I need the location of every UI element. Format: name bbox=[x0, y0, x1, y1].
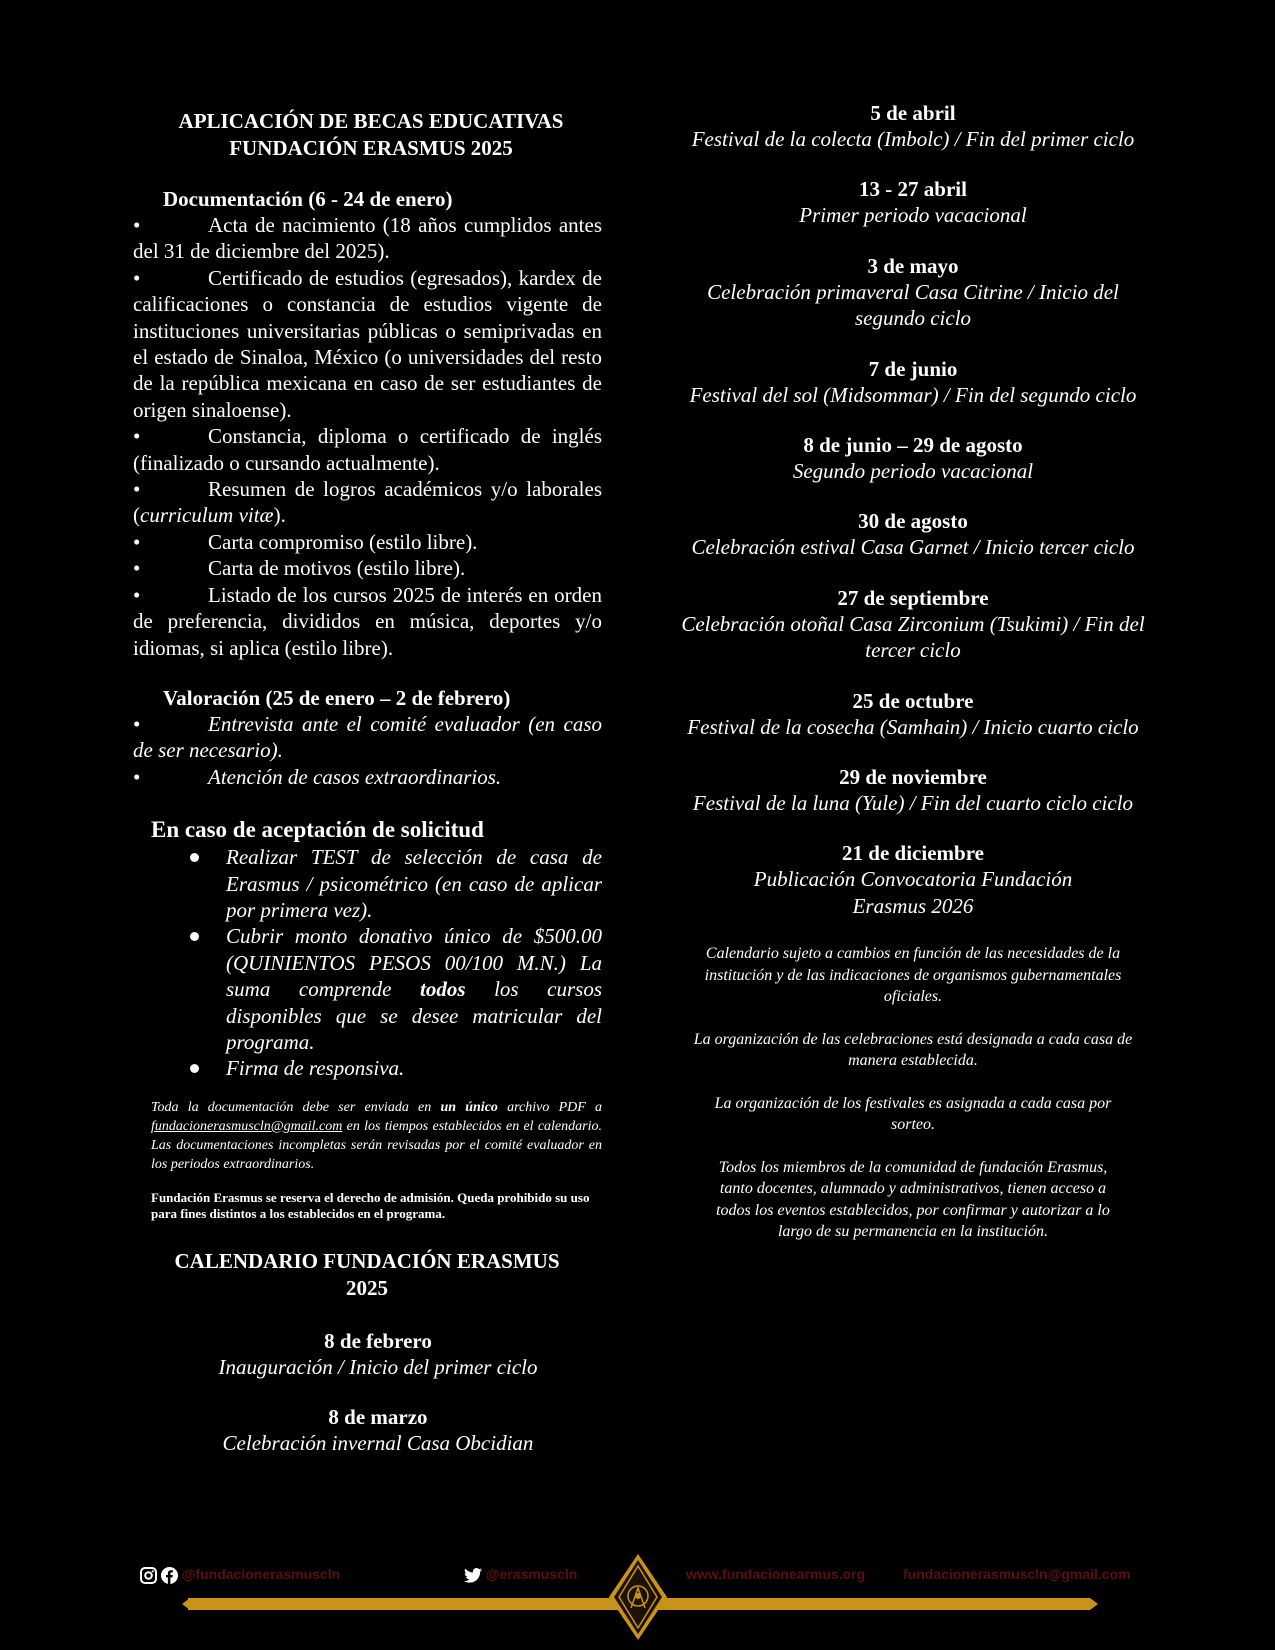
calendar-event bbox=[680, 356, 1146, 408]
list-item: • Carta de motivos (estilo libre). bbox=[133, 556, 466, 581]
event-date: 13 - 27 abril bbox=[859, 177, 967, 202]
event-description: Festival de la colecta (Imbolc) / Fin del primer ciclo bbox=[691, 127, 1135, 151]
twitter-icon bbox=[464, 1568, 482, 1583]
documentation-heading: Documentación (6 - 24 de enero) bbox=[163, 187, 453, 211]
list-item: • Listado de los cursos 2025 de interés en orden de preferencia, divididos en música, deportes y/o idiomas, si aplica (estilo libre). bbox=[133, 582, 602, 660]
application-title bbox=[140, 108, 602, 162]
list-item: Firma de responsiva. bbox=[140, 1055, 602, 1081]
event-date: 21 de diciembre bbox=[842, 841, 984, 866]
event-date: 30 de agosto bbox=[858, 509, 968, 534]
event-description: Celebración primaveral Casa Citrine / Inicio del segundo ciclo bbox=[707, 279, 1119, 331]
documentation-list bbox=[133, 212, 602, 661]
event-description: Festival de la cosecha (Samhain) / Inicio cuarto ciclo bbox=[687, 714, 1139, 739]
event-description: Celebración otoñal Casa Zirconium (Tsukimi) / Fin del tercer ciclo bbox=[681, 611, 1145, 663]
event-description: Publicación Convocatoria Fundación Erasmus 2026 bbox=[753, 867, 1073, 918]
bullet-icon bbox=[190, 1064, 199, 1073]
contact-email-link[interactable]: fundacionerasmuscln@gmail.com bbox=[903, 1566, 1131, 1582]
social-handle: @erasmuscln bbox=[485, 1566, 578, 1582]
list-item: • Carta compromiso (estilo libre). bbox=[133, 529, 478, 554]
list-item: • Certificado de estudios (egresados), kardex de calificaciones o constancia de estudios vigente de instituciones universitarias públicas o semiprivadas en el estado de Sinaloa, México (o universidades del resto de la república mexicana en caso de ser estudiantes de origen sinaloense). bbox=[133, 265, 602, 422]
submission-note: Toda la documentación debe ser enviada en un único archivo PDF a fundacionerasmuscln@gmail.com en los tiempos establecidos en el calendario. Las documentaciones incompletas serán revisadas por el comité evaluador en los periodos extraordinarios. bbox=[151, 1099, 603, 1172]
event-description: Segundo periodo vacacional bbox=[792, 459, 1034, 484]
calendar-event bbox=[680, 176, 1146, 228]
rights-note: Fundación Erasmus se reserva el derecho de admisión. Queda prohibido su uso para fines distintos a los establecidos en el programa. bbox=[151, 1189, 590, 1221]
event-description: Celebración estival Casa Garnet / Inicio tercer ciclo bbox=[691, 535, 1135, 560]
disclaimer-text: Todos los miembros de la comunidad de fundación Erasmus, tanto docentes, alumnado y administrativos, tienen acceso a todos los eventos establecidos, por confirmar y autorizar a lo largo de su permanencia en la institución. bbox=[716, 1158, 1110, 1241]
instagram-icon bbox=[140, 1567, 157, 1584]
event-date: 8 de febrero bbox=[324, 1328, 432, 1353]
event-description: Celebración invernal Casa Obcidian bbox=[222, 1431, 534, 1456]
list-item: • Constancia, diploma o certificado de inglés (finalizado o cursando actualmente). bbox=[133, 424, 602, 475]
acceptance-heading: En caso de aceptación de solicitud bbox=[151, 817, 484, 843]
social-twitter[interactable] bbox=[464, 1566, 577, 1583]
bullet-icon bbox=[190, 853, 199, 862]
list-item: • Resumen de logros académicos y/o laborales (curriculum vitæ). bbox=[133, 477, 602, 528]
event-date: 25 de octubre bbox=[852, 688, 974, 713]
evaluation-heading: Valoración (25 de enero – 2 de febrero) bbox=[163, 685, 511, 710]
calendar-event bbox=[680, 840, 1146, 919]
calendar-event bbox=[680, 432, 1146, 484]
foundation-logo bbox=[607, 1552, 669, 1642]
list-item: Realizar TEST de selección de casa de Erasmus / psicométrico (en caso de aplicar por primera vez). bbox=[140, 844, 602, 923]
application-title-line1: APLICACIÓN DE BECAS EDUCATIVAS bbox=[178, 109, 564, 133]
calendar-event bbox=[154, 1404, 602, 1456]
event-date: 5 de abril bbox=[870, 101, 956, 125]
calendar-event bbox=[680, 764, 1146, 816]
event-date: 8 de marzo bbox=[328, 1405, 428, 1430]
acceptance-list bbox=[140, 844, 602, 1082]
bullet-icon bbox=[190, 932, 199, 941]
website-link[interactable]: www.fundacionearmus.org bbox=[686, 1566, 866, 1582]
calendar-event bbox=[680, 100, 1146, 152]
calendar-title: CALENDARIO FUNDACIÓN ERASMUS 2025 bbox=[174, 1248, 560, 1300]
calendar-event bbox=[680, 688, 1146, 740]
social-handle: @fundacionerasmuscln bbox=[181, 1566, 341, 1582]
event-date: 27 de septiembre bbox=[837, 585, 989, 610]
calendar-event bbox=[680, 253, 1146, 332]
list-item: Cubrir monto donativo único de $500.00 (QUINIENTOS PESOS 00/100 M.N.) La suma comprende todos los cursos disponibles que se desee matricular del programa. bbox=[140, 923, 602, 1055]
footer-bar-end bbox=[1090, 1598, 1098, 1610]
calendar-disclaimers bbox=[680, 943, 1146, 1243]
event-description: Festival de la luna (Yule) / Fin del cuarto ciclo ciclo bbox=[692, 791, 1134, 816]
calendar-event bbox=[680, 585, 1146, 664]
evaluation-list bbox=[133, 711, 602, 790]
list-item: • Entrevista ante el comité evaluador (en caso de ser necesario). bbox=[133, 711, 602, 763]
social-instagram-facebook[interactable] bbox=[140, 1566, 340, 1584]
event-date: 8 de junio – 29 de agosto bbox=[803, 433, 1023, 458]
calendar-event bbox=[154, 1328, 602, 1380]
left-column bbox=[133, 108, 603, 1457]
facebook-icon bbox=[161, 1567, 178, 1584]
disclaimer-text: La organización de los festivales es asignada a cada casa por sorteo. bbox=[714, 1094, 1112, 1134]
disclaimer-text: Calendario sujeto a cambios en función de las necesidades de la institución y de las indicaciones de organismos gubernamentales oficiales. bbox=[704, 945, 1122, 1006]
event-date: 7 de junio bbox=[868, 356, 958, 381]
event-date: 29 de noviembre bbox=[839, 765, 987, 790]
footer bbox=[0, 1550, 1275, 1650]
event-description: Inauguración / Inicio del primer ciclo bbox=[218, 1354, 538, 1379]
event-date: 3 de mayo bbox=[867, 253, 959, 278]
application-title-line2: FUNDACIÓN ERASMUS 2025 bbox=[229, 136, 513, 160]
list-item: • Atención de casos extraordinarios. bbox=[133, 764, 502, 789]
right-column bbox=[680, 100, 1146, 1243]
disclaimer-text: La organización de las celebraciones está designada a cada casa de manera establecida. bbox=[693, 1030, 1133, 1070]
event-description: Festival del sol (Midsommar) / Fin del segundo ciclo bbox=[689, 382, 1137, 407]
event-description: Primer periodo vacacional bbox=[799, 203, 1027, 228]
list-item: • Acta de nacimiento (18 años cumplidos antes del 31 de diciembre del 2025). bbox=[133, 213, 602, 264]
submission-email-link[interactable]: fundacionerasmuscln@gmail.com bbox=[151, 1118, 343, 1134]
calendar-event bbox=[680, 508, 1146, 560]
